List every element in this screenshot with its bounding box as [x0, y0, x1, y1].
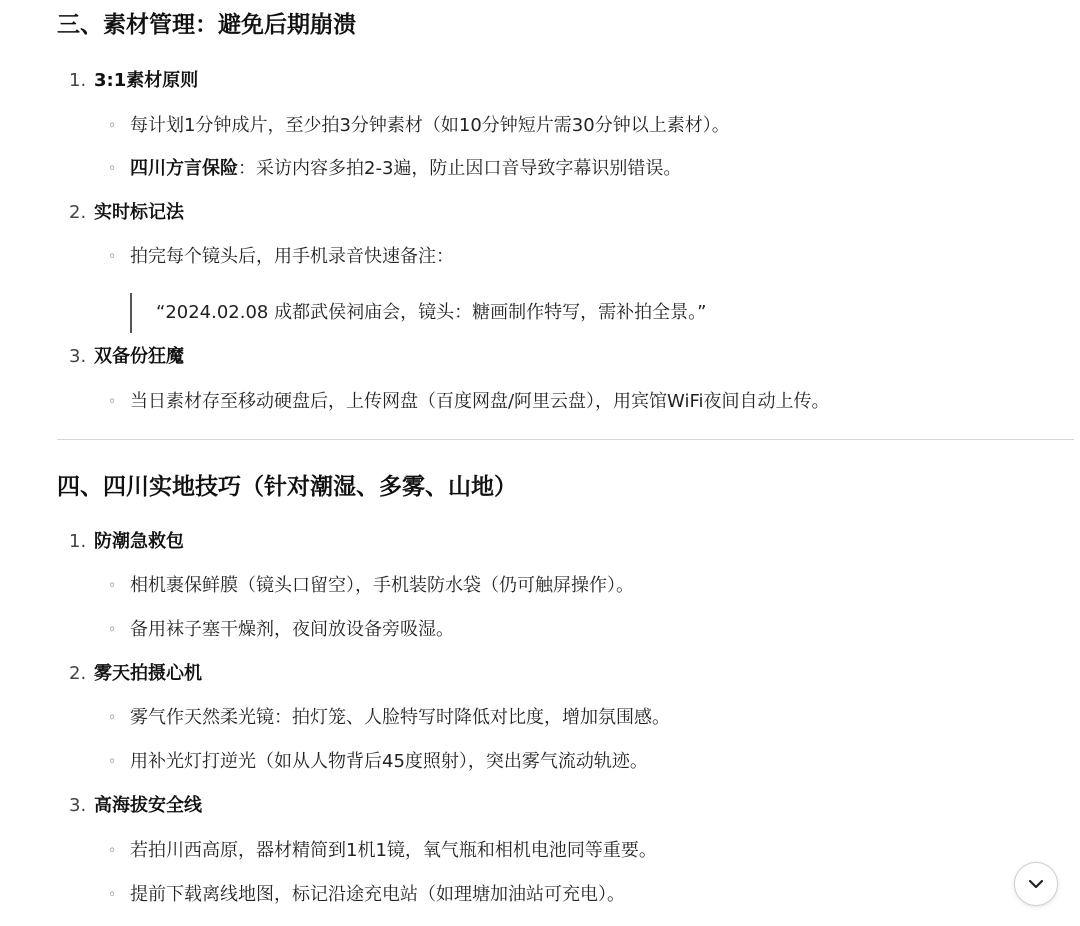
- bullet-icon: ◦: [108, 710, 117, 726]
- list-item-title: 防潮急救包: [94, 531, 184, 552]
- bullet-icon: ◦: [108, 754, 117, 770]
- section-heading: 三、素材管理：避免后期崩溃: [57, 12, 356, 38]
- bullet-icon: ◦: [108, 843, 117, 859]
- bullet-icon: ◦: [108, 394, 117, 410]
- bullet-icon: ◦: [108, 249, 117, 265]
- list-item-title: 实时标记法: [94, 202, 184, 223]
- chevron-down-icon: [1026, 874, 1046, 894]
- bullet-icon: ◦: [108, 161, 117, 177]
- list-number: 2.: [69, 202, 87, 223]
- list-item-title: 双备份狂魔: [94, 346, 184, 367]
- list-item-title: 3:1素材原则: [94, 70, 199, 91]
- bullet-icon: ◦: [108, 622, 117, 638]
- sub-list-item: ◦ 备用袜子塞干燥剂，夜间放设备旁吸湿。: [108, 617, 454, 643]
- list-item-title: 高海拔安全线: [94, 795, 202, 816]
- sub-list-item: ◦ 雾气作天然柔光镜：拍灯笼、人脸特写时降低对比度，增加氛围感。: [108, 705, 670, 731]
- bullet-icon: ◦: [108, 887, 117, 903]
- sub-list-item: ◦ 拍完每个镜头后，用手机录音快速备注：: [108, 244, 454, 270]
- sub-list-item: ◦ 四川方言保险：采访内容多拍2-3遍，防止因口音导致字幕识别错误。: [108, 156, 681, 182]
- list-number: 3.: [69, 795, 87, 816]
- list-number: 1.: [69, 531, 87, 552]
- list-number: 3.: [69, 346, 87, 367]
- list-number: 1.: [69, 70, 87, 91]
- list-number: 2.: [69, 663, 87, 684]
- bullet-icon: ◦: [108, 578, 117, 594]
- sub-list-item: ◦ 当日素材存至移动硬盘后，上传网盘（百度网盘/阿里云盘），用宾馆WiFi夜间自动上传。: [108, 389, 830, 415]
- sub-list-item: ◦ 提前下载离线地图，标记沿途充电站（如理塘加油站可充电）。: [108, 882, 625, 908]
- section-heading: 四、四川实地技巧（针对潮湿、多雾、山地）: [57, 474, 517, 500]
- sub-list-item: ◦ 用补光灯打逆光（如从人物背后45度照射），突出雾气流动轨迹。: [108, 749, 648, 775]
- sub-list-item: ◦ 相机裹保鲜膜（镜头口留空），手机装防水袋（仍可触屏操作）。: [108, 573, 634, 599]
- sub-list-item: ◦ 若拍川西高原，器材精简到1机1镜，氧气瓶和相机电池同等重要。: [108, 838, 657, 864]
- scroll-to-bottom-button[interactable]: [1014, 862, 1058, 906]
- bold-label: 四川方言保险: [130, 158, 238, 179]
- blockquote: “2024.02.08 成都武侯祠庙会，镜头：糖画制作特写，需补拍全景。”: [130, 293, 706, 333]
- list-item-title: 雾天拍摄心机: [94, 663, 202, 684]
- sub-list-item: ◦ 每计划1分钟成片，至少拍3分钟素材（如10分钟短片需30分钟以上素材）。: [108, 113, 730, 139]
- section-divider: [57, 439, 1074, 440]
- bullet-icon: ◦: [108, 118, 117, 134]
